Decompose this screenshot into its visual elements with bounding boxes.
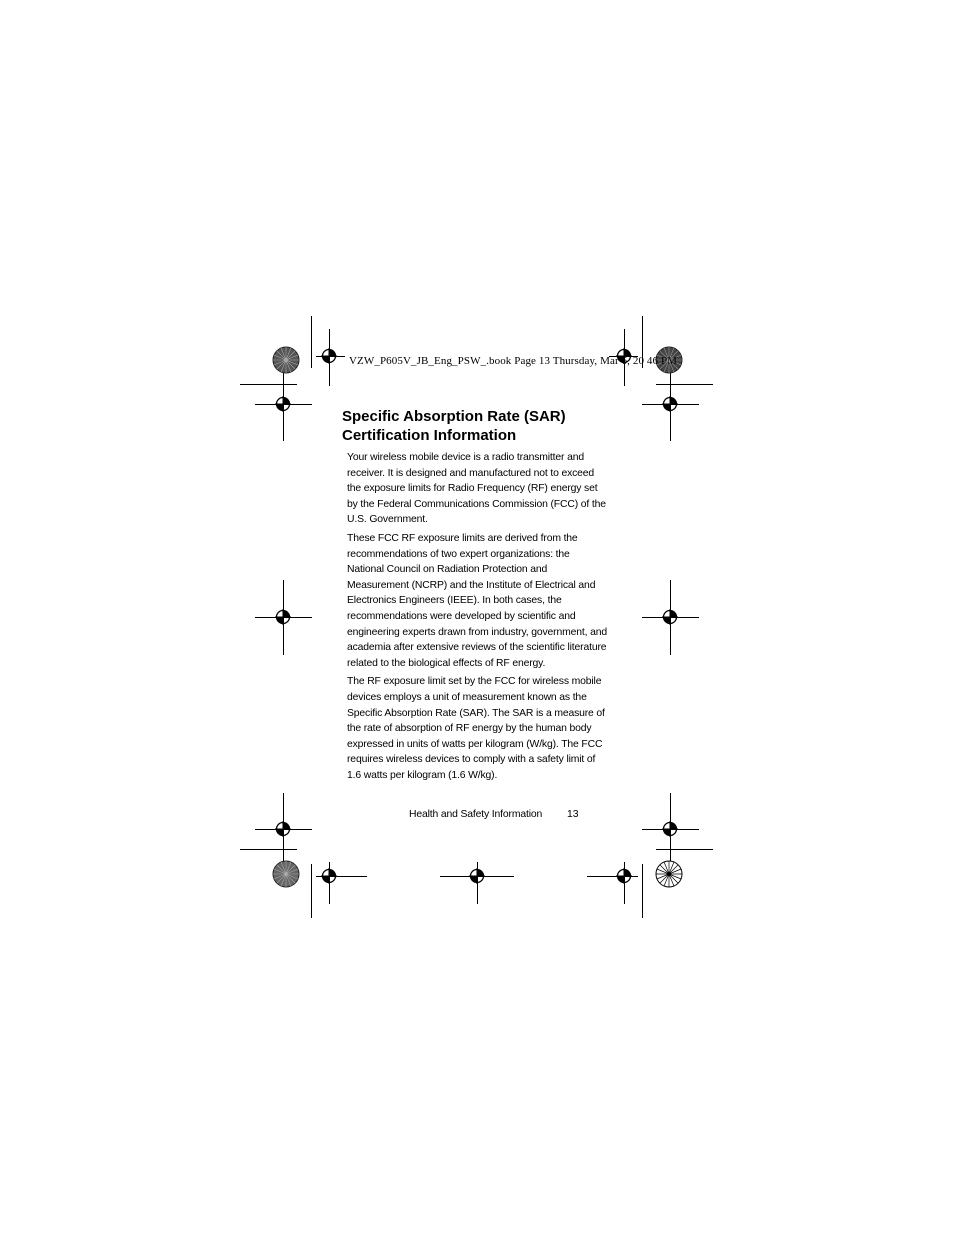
crop-line-bottom-left-horizontal: [240, 849, 297, 850]
starburst-icon: [272, 860, 300, 888]
print-slug: VZW_P605V_JB_Eng_PSW_.book Page 13 Thursday, Mar 6, 20 46 PM: [349, 355, 678, 367]
registration-mark-icon: [660, 607, 680, 627]
registration-mark-icon: [467, 866, 487, 886]
registration-mark-icon: [660, 819, 680, 839]
registration-mark-icon: [319, 346, 339, 366]
footer-section-label: Health and Safety Information: [409, 809, 543, 820]
paragraph: The RF exposure limit set by the FCC for wireless mobile devices employs a unit of measurement known as the Specific Absorption Rate (SAR). The SAR is a measure of the rate of absorption of RF energy by the human body expressed in units of watts per kilogram (W/kg). The FCC requires wireless devices to comply with a safety limit of 1.6 watts per kilogram (1.6 W/kg).: [347, 676, 605, 781]
crop-line-top-right-horizontal: [656, 384, 713, 385]
section-title-line-1: Specific Absorption Rate (SAR): [342, 408, 566, 425]
crop-line-bottom-left-vertical: [311, 864, 312, 918]
body-text: [347, 450, 609, 786]
section-title: [342, 407, 622, 445]
starburst-icon: [655, 860, 683, 888]
crop-line-top-left-vertical: [311, 316, 312, 368]
registration-mark-icon: [273, 819, 293, 839]
crop-line-bottom-right-vertical: [642, 864, 643, 918]
crop-line-bottom-right-horizontal: [656, 849, 713, 850]
paragraph: Your wireless mobile device is a radio transmitter and receiver. It is designed and manufactured not to exceed the exposure limits for Radio Frequency (RF) energy set by the Federal Communications Commission (FCC) of the U.S. Government.: [347, 452, 606, 526]
crop-line-top-left-horizontal: [240, 384, 297, 385]
registration-mark-icon: [319, 866, 339, 886]
page-number: 13: [567, 809, 579, 820]
registration-mark-icon: [273, 607, 293, 627]
registration-mark-icon: [660, 394, 680, 414]
paragraph: These FCC RF exposure limits are derived from the recommendations of two expert organizations: the National Council on Radiation Protection and Measurement (NCRP) and the Institute of Electrical and Electronics Engineers (IEEE). In both cases, the recommendations were developed by scientific and engineering experts drawn from industry, government, and academia after extensive reviews of the scientific literature related to the biological effects of RF energy.: [347, 532, 607, 669]
registration-mark-icon: [614, 866, 634, 886]
section-title-line-2: Certification Information: [342, 427, 517, 444]
registration-mark-icon: [273, 394, 293, 414]
starburst-icon: [272, 346, 300, 374]
